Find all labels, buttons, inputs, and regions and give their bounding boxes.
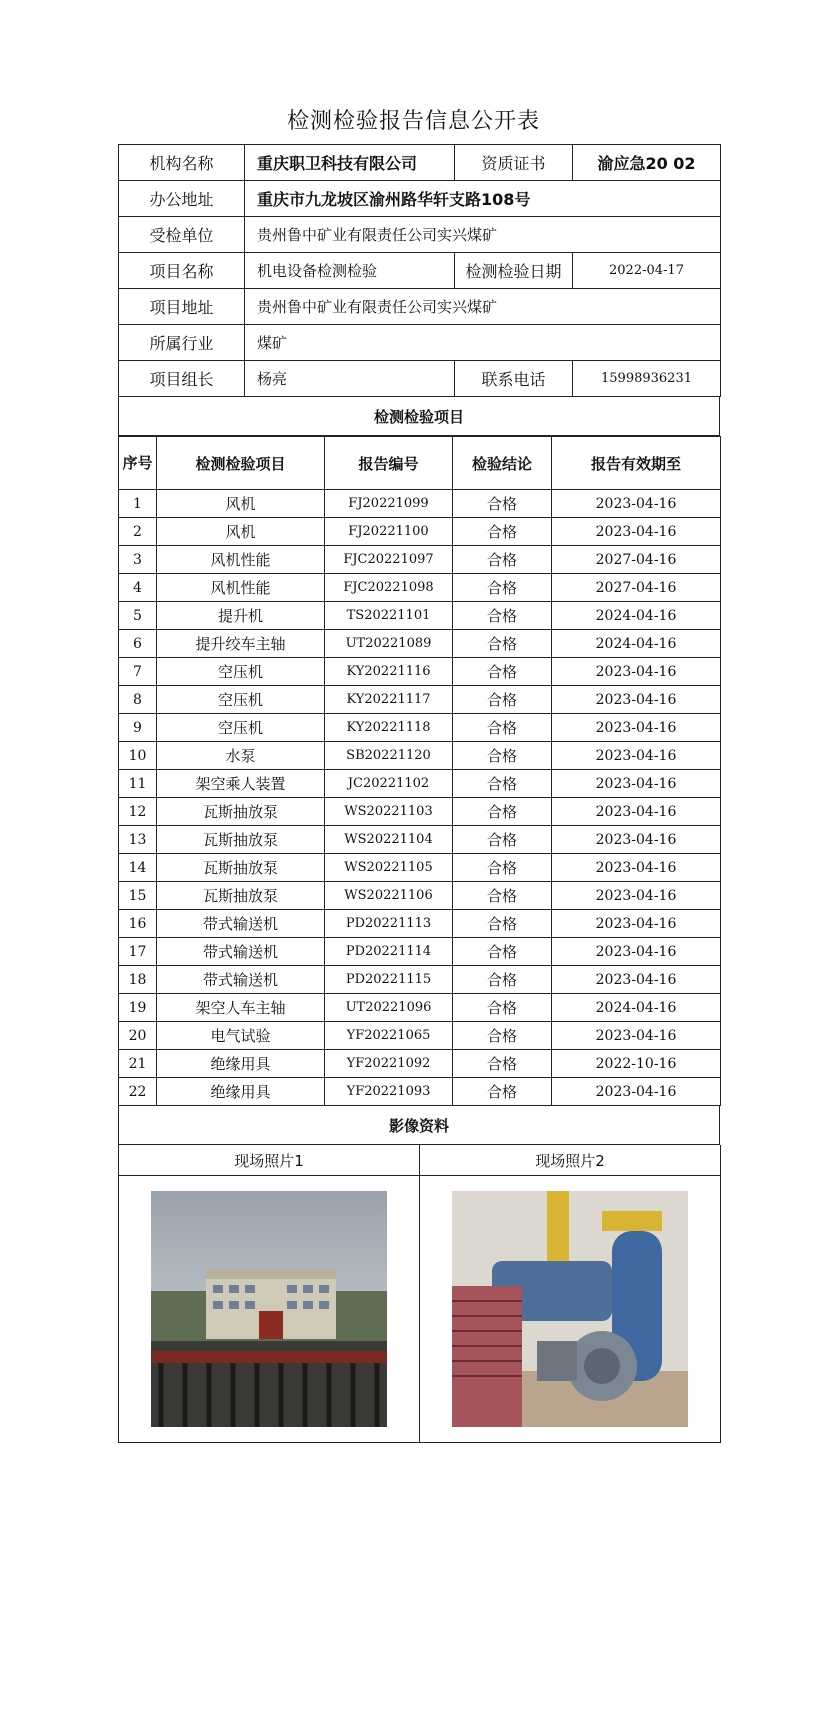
inspected-label: 受检单位 (119, 217, 245, 253)
table-row (119, 742, 721, 770)
project-label: 项目名称 (119, 253, 245, 289)
seq-cell: 2 (119, 518, 157, 546)
seq-cell: 5 (119, 602, 157, 630)
valid-until-cell: 2024-04-16 (552, 994, 721, 1022)
report-no-cell: WS20221104 (325, 826, 453, 854)
conclusion-cell: 合格 (453, 1078, 552, 1106)
industry-label: 所属行业 (119, 325, 245, 361)
table-row (119, 1022, 721, 1050)
seq-cell: 14 (119, 854, 157, 882)
photos-section (118, 1106, 720, 1145)
report-no-cell: KY20221116 (325, 658, 453, 686)
photo-label-1: 现场照片1 (119, 1145, 420, 1176)
project-value: 机电设备检测检验 (245, 253, 455, 289)
info-row-leader (119, 361, 721, 397)
photo-labels-row (119, 1145, 721, 1176)
table-row (119, 770, 721, 798)
seq-cell: 12 (119, 798, 157, 826)
conclusion-cell: 合格 (453, 1022, 552, 1050)
table-row (119, 546, 721, 574)
item-cell: 空压机 (157, 686, 325, 714)
table-row (119, 686, 721, 714)
info-row-site (119, 289, 721, 325)
item-cell: 架空乘人装置 (157, 770, 325, 798)
items-body (119, 437, 721, 1106)
report-no-cell: KY20221118 (325, 714, 453, 742)
valid-until-cell: 2022-10-16 (552, 1050, 721, 1078)
valid-until-cell: 2024-04-16 (552, 630, 721, 658)
valid-until-cell: 2023-04-16 (552, 518, 721, 546)
item-cell: 水泵 (157, 742, 325, 770)
item-cell: 架空人车主轴 (157, 994, 325, 1022)
conclusion-cell: 合格 (453, 994, 552, 1022)
item-cell: 风机 (157, 518, 325, 546)
valid-until-cell: 2023-04-16 (552, 938, 721, 966)
conclusion-cell: 合格 (453, 826, 552, 854)
valid-until-header: 报告有效期至 (552, 437, 721, 490)
item-cell: 绝缘用具 (157, 1078, 325, 1106)
items-section-title: 检测检验项目 (119, 397, 720, 436)
table-row (119, 714, 721, 742)
conclusion-cell: 合格 (453, 518, 552, 546)
item-cell: 电气试验 (157, 1022, 325, 1050)
info-row-address (119, 181, 721, 217)
item-cell: 空压机 (157, 714, 325, 742)
valid-until-cell: 2023-04-16 (552, 854, 721, 882)
item-cell: 带式输送机 (157, 910, 325, 938)
report-no-cell: FJC20221097 (325, 546, 453, 574)
valid-until-cell: 2023-04-16 (552, 798, 721, 826)
conclusion-header: 检验结论 (453, 437, 552, 490)
site-value: 贵州鲁中矿业有限责任公司实兴煤矿 (245, 289, 721, 325)
report-no-cell: KY20221117 (325, 686, 453, 714)
report-no-cell: WS20221106 (325, 882, 453, 910)
conclusion-cell: 合格 (453, 574, 552, 602)
report-no-cell: TS20221101 (325, 602, 453, 630)
valid-until-cell: 2023-04-16 (552, 686, 721, 714)
valid-until-cell: 2023-04-16 (552, 770, 721, 798)
table-row (119, 490, 721, 518)
phone-value: 15998936231 (573, 361, 721, 397)
seq-cell: 20 (119, 1022, 157, 1050)
seq-cell: 6 (119, 630, 157, 658)
conclusion-cell: 合格 (453, 546, 552, 574)
org-label: 机构名称 (119, 145, 245, 181)
address-label: 办公地址 (119, 181, 245, 217)
item-cell: 风机性能 (157, 546, 325, 574)
table-row (119, 854, 721, 882)
report-no-cell: FJ20221099 (325, 490, 453, 518)
table-row (119, 994, 721, 1022)
item-cell: 带式输送机 (157, 966, 325, 994)
item-cell: 瓦斯抽放泵 (157, 826, 325, 854)
item-header: 检测检验项目 (157, 437, 325, 490)
report-no-cell: JC20221102 (325, 770, 453, 798)
valid-until-cell: 2023-04-16 (552, 714, 721, 742)
info-row-org (119, 145, 721, 181)
valid-until-cell: 2023-04-16 (552, 1022, 721, 1050)
conclusion-cell: 合格 (453, 882, 552, 910)
report-no-cell: WS20221105 (325, 854, 453, 882)
photos-section-title: 影像资料 (119, 1106, 720, 1145)
seq-cell: 1 (119, 490, 157, 518)
item-cell: 带式输送机 (157, 938, 325, 966)
seq-cell: 18 (119, 966, 157, 994)
conclusion-cell: 合格 (453, 658, 552, 686)
table-row (119, 826, 721, 854)
valid-until-cell: 2023-04-16 (552, 658, 721, 686)
address-value: 重庆市九龙坡区渝州路华轩支路108号 (245, 181, 721, 217)
conclusion-cell: 合格 (453, 910, 552, 938)
report-no-cell: UT20221096 (325, 994, 453, 1022)
equipment-photo (452, 1191, 688, 1427)
report-no-cell: YF20221092 (325, 1050, 453, 1078)
items-table (118, 436, 721, 1106)
info-table (118, 144, 721, 397)
valid-until-cell: 2027-04-16 (552, 574, 721, 602)
leader-label: 项目组长 (119, 361, 245, 397)
report-no-header: 报告编号 (325, 437, 453, 490)
inspected-value: 贵州鲁中矿业有限责任公司实兴煤矿 (245, 217, 721, 253)
conclusion-cell: 合格 (453, 602, 552, 630)
valid-until-cell: 2023-04-16 (552, 490, 721, 518)
item-cell: 风机性能 (157, 574, 325, 602)
photos-table (118, 1145, 721, 1443)
photo-images-row (119, 1176, 721, 1443)
date-label: 检测检验日期 (455, 253, 573, 289)
conclusion-cell: 合格 (453, 798, 552, 826)
valid-until-cell: 2023-04-16 (552, 1078, 721, 1106)
item-cell: 瓦斯抽放泵 (157, 882, 325, 910)
seq-cell: 8 (119, 686, 157, 714)
info-row-inspected (119, 217, 721, 253)
report-no-cell: YF20221093 (325, 1078, 453, 1106)
seq-cell: 16 (119, 910, 157, 938)
conclusion-cell: 合格 (453, 854, 552, 882)
report-no-cell: WS20221103 (325, 798, 453, 826)
valid-until-cell: 2023-04-16 (552, 966, 721, 994)
report-no-cell: PD20221115 (325, 966, 453, 994)
conclusion-cell: 合格 (453, 938, 552, 966)
valid-until-cell: 2027-04-16 (552, 546, 721, 574)
photo-cell-1 (119, 1176, 420, 1443)
table-row (119, 574, 721, 602)
item-cell: 风机 (157, 490, 325, 518)
seq-cell: 3 (119, 546, 157, 574)
table-row (119, 518, 721, 546)
table-row (119, 882, 721, 910)
report-no-cell: FJC20221098 (325, 574, 453, 602)
conclusion-cell: 合格 (453, 770, 552, 798)
date-value: 2022-04-17 (573, 253, 721, 289)
valid-until-cell: 2023-04-16 (552, 910, 721, 938)
photo-label-2: 现场照片2 (420, 1145, 721, 1176)
item-cell: 提升机 (157, 602, 325, 630)
table-row (119, 798, 721, 826)
seq-cell: 7 (119, 658, 157, 686)
seq-cell: 9 (119, 714, 157, 742)
cert-label: 资质证书 (455, 145, 573, 181)
seq-header: 序号 (119, 437, 157, 490)
site-label: 项目地址 (119, 289, 245, 325)
report-no-cell: SB20221120 (325, 742, 453, 770)
valid-until-cell: 2023-04-16 (552, 826, 721, 854)
seq-cell: 13 (119, 826, 157, 854)
report-no-cell: FJ20221100 (325, 518, 453, 546)
conclusion-cell: 合格 (453, 1050, 552, 1078)
conclusion-cell: 合格 (453, 714, 552, 742)
seq-cell: 22 (119, 1078, 157, 1106)
valid-until-cell: 2023-04-16 (552, 882, 721, 910)
org-value: 重庆职卫科技有限公司 (245, 145, 455, 181)
disclosure-table (118, 144, 720, 1443)
report-no-cell: PD20221114 (325, 938, 453, 966)
valid-until-cell: 2024-04-16 (552, 602, 721, 630)
conclusion-cell: 合格 (453, 742, 552, 770)
item-cell: 瓦斯抽放泵 (157, 854, 325, 882)
table-row (119, 966, 721, 994)
valid-until-cell: 2023-04-16 (552, 742, 721, 770)
table-row (119, 602, 721, 630)
seq-cell: 11 (119, 770, 157, 798)
seq-cell: 4 (119, 574, 157, 602)
industry-value: 煤矿 (245, 325, 721, 361)
items-header-row (119, 437, 721, 490)
seq-cell: 21 (119, 1050, 157, 1078)
seq-cell: 15 (119, 882, 157, 910)
item-cell: 绝缘用具 (157, 1050, 325, 1078)
item-cell: 提升绞车主轴 (157, 630, 325, 658)
seq-cell: 19 (119, 994, 157, 1022)
page-title: 检测检验报告信息公开表 (286, 109, 540, 134)
table-row (119, 630, 721, 658)
leader-value: 杨亮 (245, 361, 455, 397)
info-row-project (119, 253, 721, 289)
info-row-industry (119, 325, 721, 361)
table-row (119, 1078, 721, 1106)
cert-value: 渝应急20 02 (573, 145, 721, 181)
seq-cell: 17 (119, 938, 157, 966)
item-cell: 瓦斯抽放泵 (157, 798, 325, 826)
seq-cell: 10 (119, 742, 157, 770)
conclusion-cell: 合格 (453, 966, 552, 994)
report-no-cell: YF20221065 (325, 1022, 453, 1050)
photo-cell-2 (420, 1176, 721, 1443)
items-section (118, 397, 720, 436)
table-row (119, 658, 721, 686)
report-no-cell: PD20221113 (325, 910, 453, 938)
conclusion-cell: 合格 (453, 630, 552, 658)
report-no-cell: UT20221089 (325, 630, 453, 658)
conclusion-cell: 合格 (453, 490, 552, 518)
table-row (119, 938, 721, 966)
item-cell: 空压机 (157, 658, 325, 686)
building-photo (151, 1191, 387, 1427)
table-row (119, 910, 721, 938)
conclusion-cell: 合格 (453, 686, 552, 714)
phone-label: 联系电话 (455, 361, 573, 397)
table-row (119, 1050, 721, 1078)
